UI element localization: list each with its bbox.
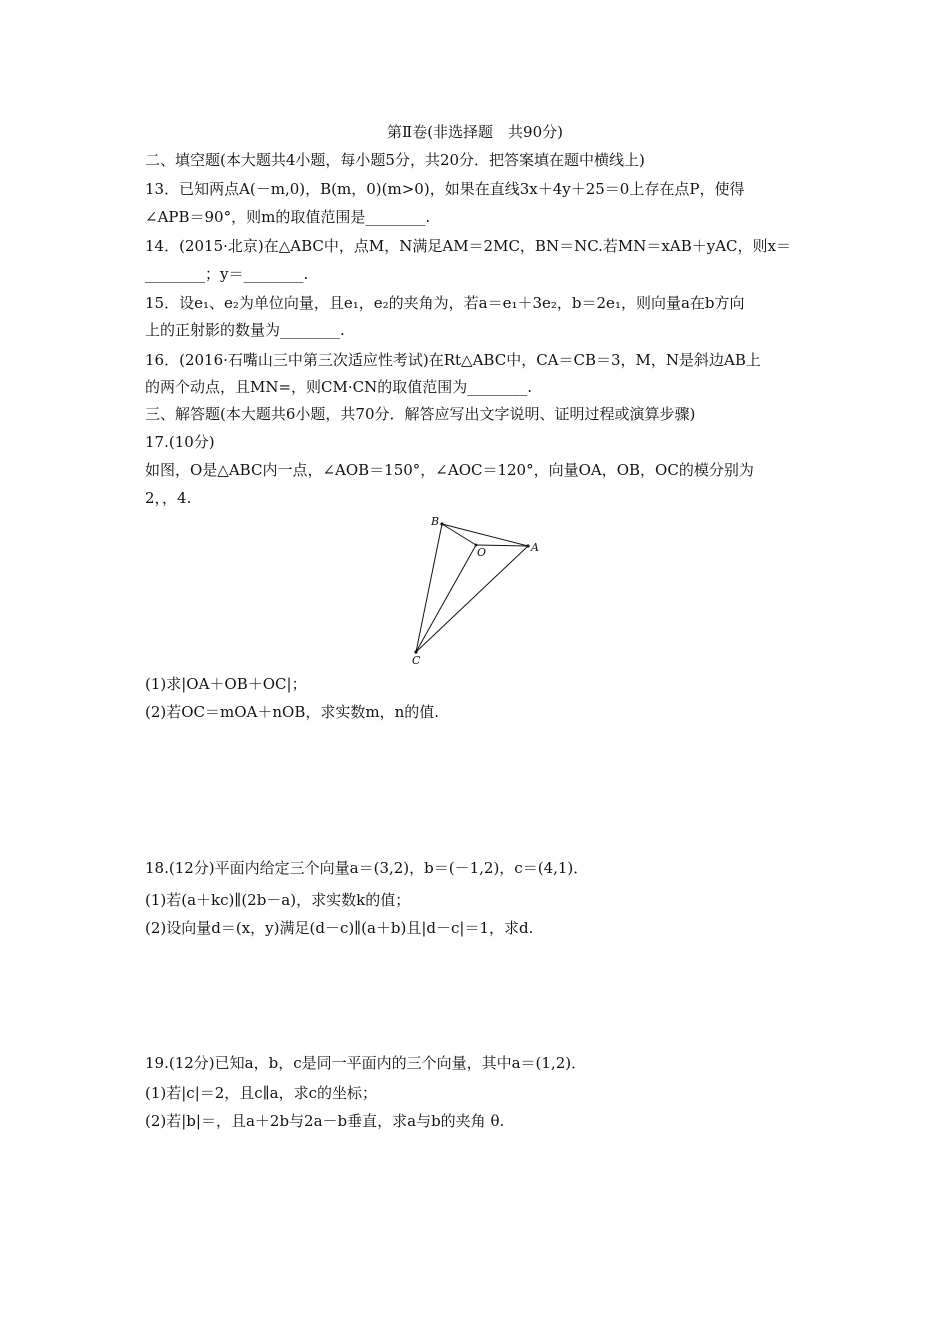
q15-line2: 上的正射影的数量为________. [145,321,345,339]
edge-ba [442,524,528,546]
segment-ob [442,524,476,545]
q17-sub1: (1)求|OA＋OB＋OC|； [145,675,307,693]
label-o: O [477,546,487,559]
point-a [526,544,529,547]
q17-line2: 2，，4. [145,489,192,507]
q18-sub2: (2)设向量d＝(x，y)满足(d－c)∥(a＋b)且|d－c|＝1，求d. [145,919,534,937]
triangle-figure [410,510,550,670]
q14-line2: ________；y＝________. [145,265,309,283]
q14-line1: 14．(2015·北京)在△ABC中，点M，N满足AM＝2MC，BN＝NC.若MN＝xAB＋yAC，则x＝ [145,237,791,255]
segment-oc [416,545,476,652]
answer-heading: 三、解答题(本大题共6小题，共70分．解答应写出文字说明、证明过程或演算步骤) [145,405,696,423]
fill-in-heading: 二、填空题(本大题共4小题，每小题5分，共20分．把答案填在题中横线上) [145,151,645,169]
edge-bc [416,524,442,652]
q17-sub2: (2)若OC＝mOA＋nOB，求实数m，n的值. [145,703,440,721]
q19-sub2: (2)若|b|＝，且a＋2b与2a－b垂直，求a与b的夹角 θ. [145,1112,505,1130]
q18-line1: 18.(12分)平面内给定三个向量a＝(3,2)，b＝(－1,2)，c＝(4,1)． [145,859,589,877]
q13-line1: 13．已知两点A(－m,0)，B(m，0)(m>0)，如果在直线3x＋4y＋25＝0上存在点P，使得 [145,180,745,198]
q19-line1: 19.(12分)已知a，b，c是同一平面内的三个向量，其中a＝(1,2)． [145,1054,587,1072]
point-b [440,522,443,525]
q16-line1: 16．(2016·石嘴山三中第三次适应性考试)在Rt△ABC中，CA＝CB＝3，M，N是斜边AB上 [145,351,761,369]
section-title: 第Ⅱ卷(非选择题 共90分) [387,123,563,141]
q13-line2: ∠APB＝90°，则m的取值范围是________. [145,208,431,226]
q15-line1: 15．设e₁、e₂为单位向量，且e₁，e₂的夹角为，若a＝e₁＋3e₂，b＝2e₁，则向量a在b方向 [145,294,745,312]
edge-ac [416,546,528,652]
label-c: C [412,654,421,667]
q16-line2: 的两个动点，且MN=，则CM·CN的取值范围为________. [145,378,533,396]
q18-sub1: (1)若(a＋kc)∥(2b－a)，求实数k的值； [145,891,411,909]
q17-score: 17.(10分) [145,433,215,451]
label-b: B [431,515,440,528]
q19-sub1: (1)若|c|＝2，且c∥a，求c的坐标； [145,1084,377,1102]
q17-line1: 如图，O是△ABC内一点，∠AOB＝150°，∠AOC＝120°，向量OA，OB，OC的模分别为 [145,461,754,479]
label-a: A [531,541,539,554]
